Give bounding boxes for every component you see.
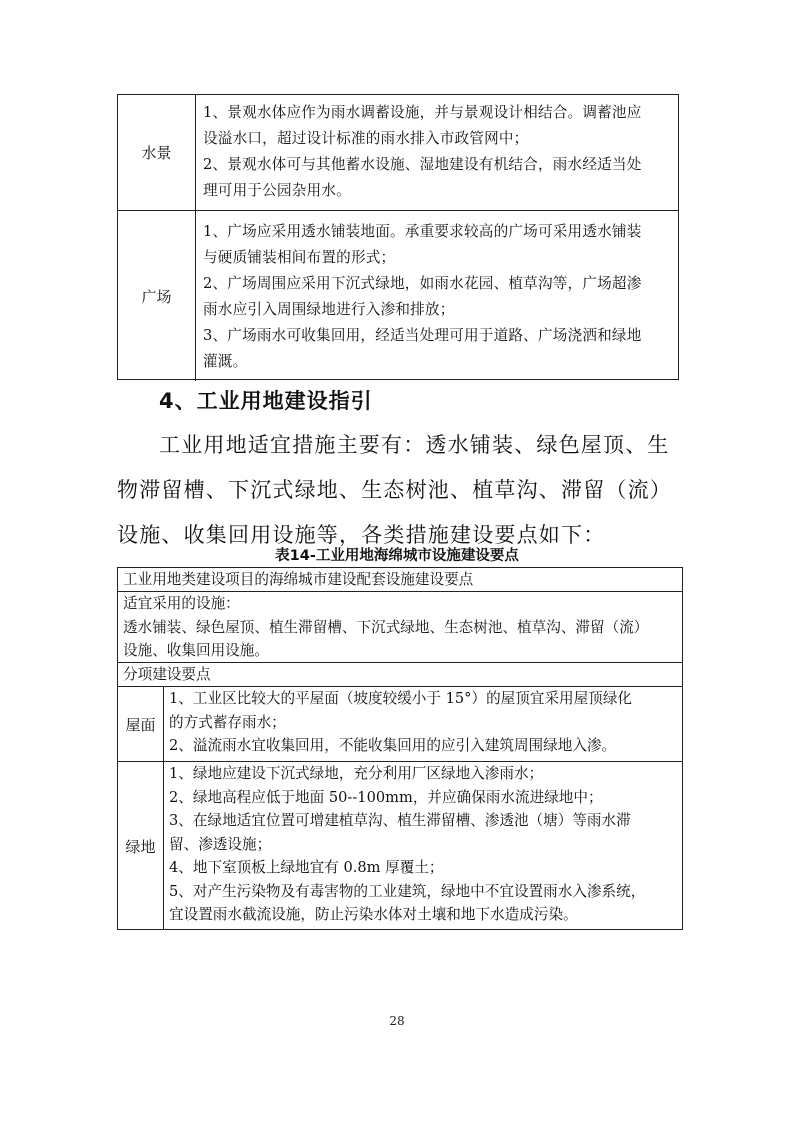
text-line: 1、景观水体应作为雨水调蓄设施，并与景观设计相结合。调蓄池应 (203, 104, 642, 121)
header-text: 工业用地类建设项目的海绵城市建设配套设施建设要点 (123, 571, 474, 588)
row-label: 屋面 (118, 687, 164, 761)
text-line: 2、景观水体可与其他蓄水设施、湿地建设有机结合，雨水经适当处 (203, 156, 642, 173)
body-paragraph (117, 423, 683, 558)
text-line: 1、工业区比较大的平屋面（坡度较缓小于 15°）的屋顶宜采用屋顶绿化 (169, 690, 633, 707)
table-row-plaza (118, 211, 678, 381)
section-heading: 4、工业用地建设指引 (159, 389, 373, 413)
industrial-sponge-city-table (117, 567, 683, 930)
text-line: 灌溉。 (203, 353, 248, 370)
row-content (196, 211, 678, 381)
text-line: 设溢水口，超过设计标准的雨水排入市政管网中； (203, 130, 529, 147)
table-header (118, 568, 682, 592)
text-line: 的方式蓄存雨水； (169, 713, 286, 731)
text-line: 1、广场应采用透水铺装地面。承重要求较高的广场可采用透水铺装 (203, 223, 642, 240)
row-label: 广场 (118, 211, 196, 381)
row-content (196, 95, 678, 210)
text-line: 与硬质铺装相间布置的形式； (203, 249, 396, 266)
table-row-roof (118, 687, 682, 762)
paragraph-text: 工业用地适宜措施主要有：透水铺装、绿色屋顶、生物滞留槽、下沉式绿地、生态树池、植草沟、滞留（流）设施、收集回用设施等，各类措施建设要点如下： (117, 433, 672, 547)
table-row-water-feature (118, 95, 678, 211)
landscape-measures-table (117, 94, 679, 380)
text-line: 设施、收集回用设施。 (123, 642, 269, 659)
suitable-facilities-cell (118, 592, 682, 663)
text-line: 宜设置雨水截流设施，防止污染水体对土壤和地下水造成污染。 (169, 906, 578, 923)
text-line: 5、对产生污染物及有毒害物的工业建筑，绿地中不宜设置雨水入渗系统， (169, 882, 646, 900)
text-line: 3、在绿地适宜位置可增建植草沟、植生滞留槽、渗透池（塘）等雨水滞 (169, 812, 631, 829)
text-line: 1、绿地应建设下沉式绿地，充分利用厂区绿地入渗雨水； (169, 765, 544, 782)
row-content (164, 687, 682, 761)
text-line: 2、绿地高程应低于地面 50--100mm，并应确保雨水流进绿地中； (169, 788, 603, 806)
table-caption: 表14-工业用地海绵城市设施建设要点 (275, 548, 519, 564)
points-title-cell (118, 663, 682, 687)
text-line: 4、地下室顶板上绿地宜有 0.8m 厚覆土； (169, 859, 444, 876)
text-line: 透水铺装、绿色屋顶、植生滞留槽、下沉式绿地、生态树池、植草沟、滞留（流） (123, 618, 649, 636)
text-line: 雨水应引入周围绿地进行入渗和排放； (203, 301, 455, 318)
table-row-greenland (118, 762, 682, 930)
text-line: 留、渗透设施； (169, 835, 272, 853)
row-content (164, 762, 682, 930)
row-label: 绿地 (118, 762, 164, 930)
text-line: 2、溢流雨水宜收集回用，不能收集回用的应引入建筑周围绿地入渗。 (169, 737, 617, 754)
points-title: 分项建设要点 (123, 666, 211, 683)
suitable-title: 适宜采用的设施： (123, 595, 240, 612)
row-label: 水景 (118, 95, 196, 210)
text-line: 3、广场雨水可收集回用，经适当处理可用于道路、广场浇洒和绿地 (203, 327, 642, 344)
text-line: 理可用于公园杂用水。 (203, 182, 351, 199)
page-number: 28 (389, 1014, 405, 1028)
text-line: 2、广场周围应采用下沉式绿地，如雨水花园、植草沟等，广场超渗 (203, 275, 642, 292)
